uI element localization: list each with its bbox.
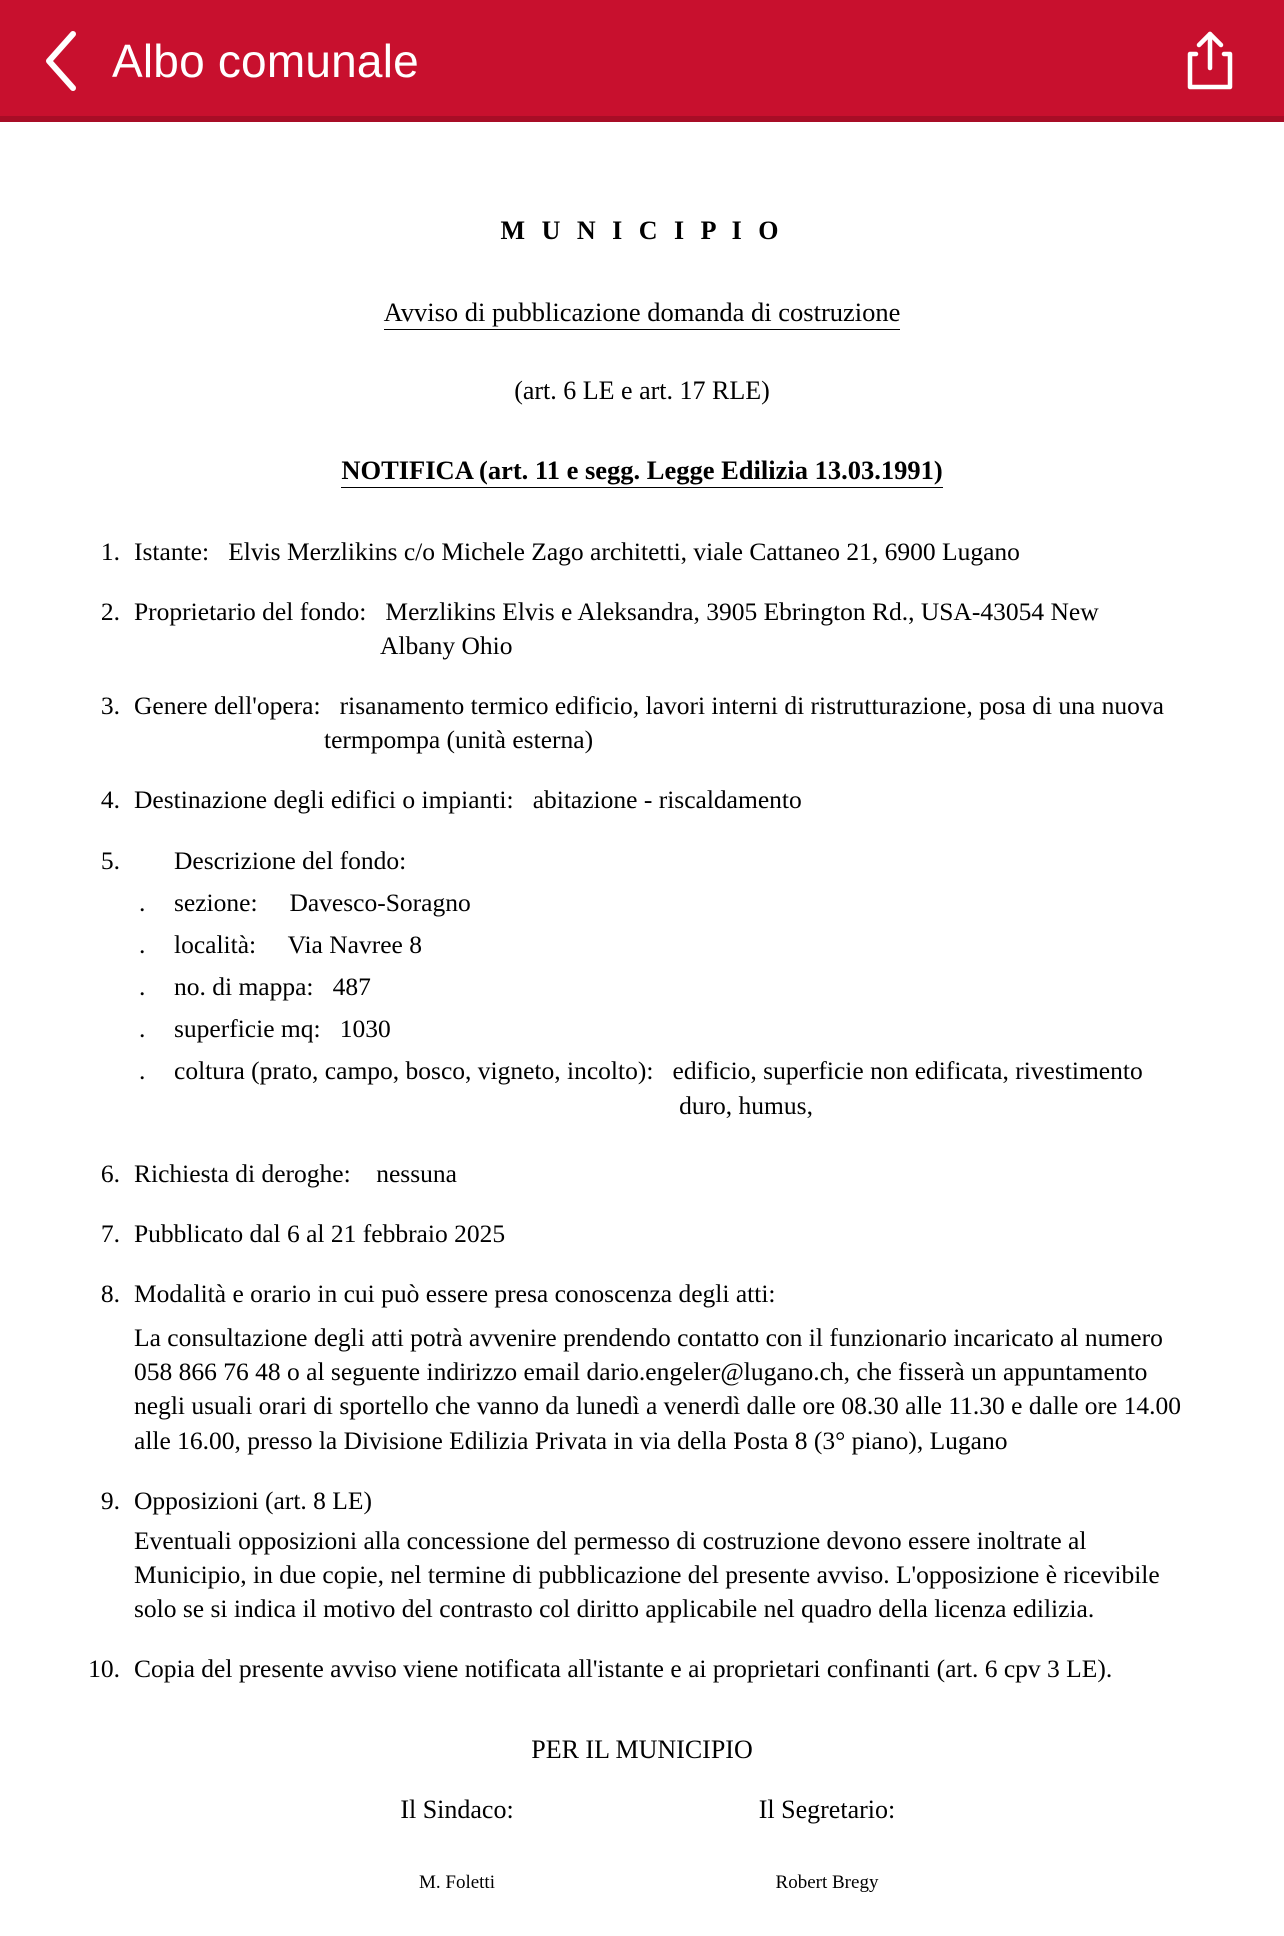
item-value: nessuna: [376, 1158, 457, 1188]
sub-item-key: superficie mq:: [174, 1014, 321, 1044]
list-item: [134, 970, 1198, 1004]
item-body: [134, 1157, 1198, 1191]
item-body: [134, 1277, 1198, 1458]
list-item: [134, 886, 1198, 920]
chevron-left-icon: [41, 30, 81, 92]
document-subtitle-text: Avviso di pubblicazione domanda di costruzione: [384, 297, 901, 330]
item-number: 2.: [100, 596, 120, 626]
bullet-dot: .: [139, 1014, 146, 1044]
document-heading: M U N I C I P I O: [500, 216, 784, 245]
list-item: [86, 783, 1198, 817]
signature-role-right: Il Segretario:: [758, 1795, 896, 1825]
bullet-dot: .: [139, 887, 146, 917]
item-value: abitazione - riscaldamento: [532, 785, 802, 815]
item-body: [134, 1217, 1198, 1251]
bullet-dot: .: [139, 972, 146, 1002]
item-number: 9.: [100, 1485, 120, 1515]
item-value-continued: Albany Ohio: [380, 630, 513, 660]
item-value-continued: termpompa (unità esterna): [324, 725, 594, 755]
document-notifica: [86, 453, 1198, 489]
document-notifica-text: NOTIFICA (art. 11 e segg. Legge Edilizia 13.03.1991): [341, 455, 942, 488]
item-number: 6.: [100, 1158, 120, 1188]
sub-item-value: Davesco-Soragno: [289, 887, 471, 917]
item-paragraph: La consultazione degli atti potrà avvenire prendendo contatto con il funzionario incaricato al numero 058 866 76 48 o al seguente indirizzo email dario.engeler@lugano.ch, che fisserà un appuntamento negli usuali orari di sportello che vanno da lunedì a venerdì dalle ore 08.30 alle 11.30 e dalle ore 14.00 alle 16.00, presso la Divisione Edilizia Privata in via della Posta 8 (3° piano), Lugano: [134, 1323, 1182, 1455]
item-body: [134, 535, 1198, 569]
list-item: [86, 1652, 1198, 1686]
page-title: Albo comunale: [112, 35, 419, 87]
item-number: 1.: [100, 536, 120, 566]
list-item: [86, 844, 1198, 1131]
signature-name-right: Robert Bregy: [775, 1872, 879, 1894]
item-label: Destinazione degli edifici o impianti:: [134, 785, 514, 815]
item-label: Opposizioni (art. 8 LE): [134, 1485, 372, 1515]
item-number: 3.: [100, 691, 120, 721]
signature-roles: [86, 1793, 1198, 1828]
sub-item-value-continued: duro, humus,: [679, 1090, 813, 1120]
list-item: [86, 1484, 1198, 1627]
sub-item-key: coltura (prato, campo, bosco, vigneto, incolto):: [174, 1056, 654, 1086]
list-item: [86, 1277, 1198, 1458]
item-body: [134, 1484, 1198, 1627]
sub-item-value: edificio, superficie non edificata, rivestimento: [672, 1056, 1143, 1086]
sub-item-value: Via Navree 8: [287, 929, 422, 959]
signature-name-left: M. Foletti: [418, 1872, 495, 1894]
item-body: [134, 844, 1198, 1131]
item-value: Merzlikins Elvis e Aleksandra, 3905 Ebrington Rd., USA-43054 New: [385, 596, 1099, 626]
signature-names: [86, 1870, 1198, 1895]
item-label: Modalità e orario in cui può essere presa conoscenza degli atti:: [134, 1279, 776, 1308]
list-item: [86, 1217, 1198, 1251]
item-number: 5.: [100, 845, 120, 875]
sub-item-text: [174, 886, 1198, 920]
app-bar: [0, 0, 1284, 122]
list-item: [86, 535, 1198, 569]
item-body: [134, 1652, 1198, 1686]
item-label: Proprietario del fondo:: [134, 596, 367, 626]
item-label: Descrizione del fondo:: [174, 845, 407, 875]
item-number: 7.: [100, 1218, 120, 1248]
sub-item-text: [174, 1012, 1198, 1046]
item-value: Elvis Merzlikins c/o Michele Zago architetti, viale Cattaneo 21, 6900 Lugano: [228, 536, 1020, 566]
list-item: [86, 1157, 1198, 1191]
item-number: 10.: [88, 1654, 120, 1684]
sub-list: [134, 886, 1198, 1123]
sub-item-value: 1030: [339, 1014, 391, 1044]
item-label: Istante:: [134, 536, 210, 566]
document-articles: (art. 6 LE e art. 17 RLE): [514, 376, 770, 406]
item-label: Copia del presente avviso viene notificata all'istante e ai proprietari confinanti (art. 6 cpv 3 LE).: [134, 1654, 1113, 1684]
bullet-dot: .: [139, 1056, 146, 1086]
document-body: [0, 122, 1284, 1936]
item-label: Pubblicato dal 6 al 21 febbraio 2025: [134, 1218, 506, 1248]
list-item: [134, 1012, 1198, 1046]
sub-item-text: [174, 928, 1198, 962]
document-subtitle: [86, 295, 1198, 331]
item-body: [134, 595, 1198, 663]
item-body: [134, 783, 1198, 817]
list-item: [86, 595, 1198, 663]
sub-item-key: sezione:: [174, 887, 258, 917]
item-value: risanamento termico edificio, lavori interni di ristrutturazione, posa di una nuova: [339, 691, 1164, 721]
item-paragraph: Eventuali opposizioni alla concessione del permesso di costruzione devono essere inoltrate al Municipio, in due copie, nel termine di pubblicazione del presente avviso. L'opposizione è ricevibile solo se si indica il motivo del contrasto col diritto applicabile nel quadro della licenza edilizia.: [134, 1525, 1160, 1624]
item-number: 4.: [100, 785, 120, 815]
sub-item-text: [174, 1054, 1198, 1122]
sub-item-text: [174, 970, 1198, 1004]
share-button[interactable]: [1178, 24, 1242, 98]
signature-header: PER IL MUNICIPIO: [531, 1734, 753, 1764]
signature-role-left: Il Sindaco:: [400, 1795, 514, 1825]
item-label: Genere dell'opera:: [134, 691, 321, 721]
list-item: [134, 1054, 1198, 1122]
list-item: [86, 689, 1198, 757]
list-item: [134, 928, 1198, 962]
back-button[interactable]: [34, 24, 88, 98]
sub-item-key: no. di mappa:: [174, 972, 314, 1002]
item-body: [134, 689, 1198, 757]
bullet-dot: .: [139, 929, 146, 959]
share-icon: [1184, 30, 1236, 92]
item-label: Richiesta di deroghe:: [134, 1158, 351, 1188]
item-number: 8.: [100, 1279, 120, 1308]
sub-item-value: 487: [332, 972, 371, 1002]
sub-item-key: località:: [174, 929, 257, 959]
